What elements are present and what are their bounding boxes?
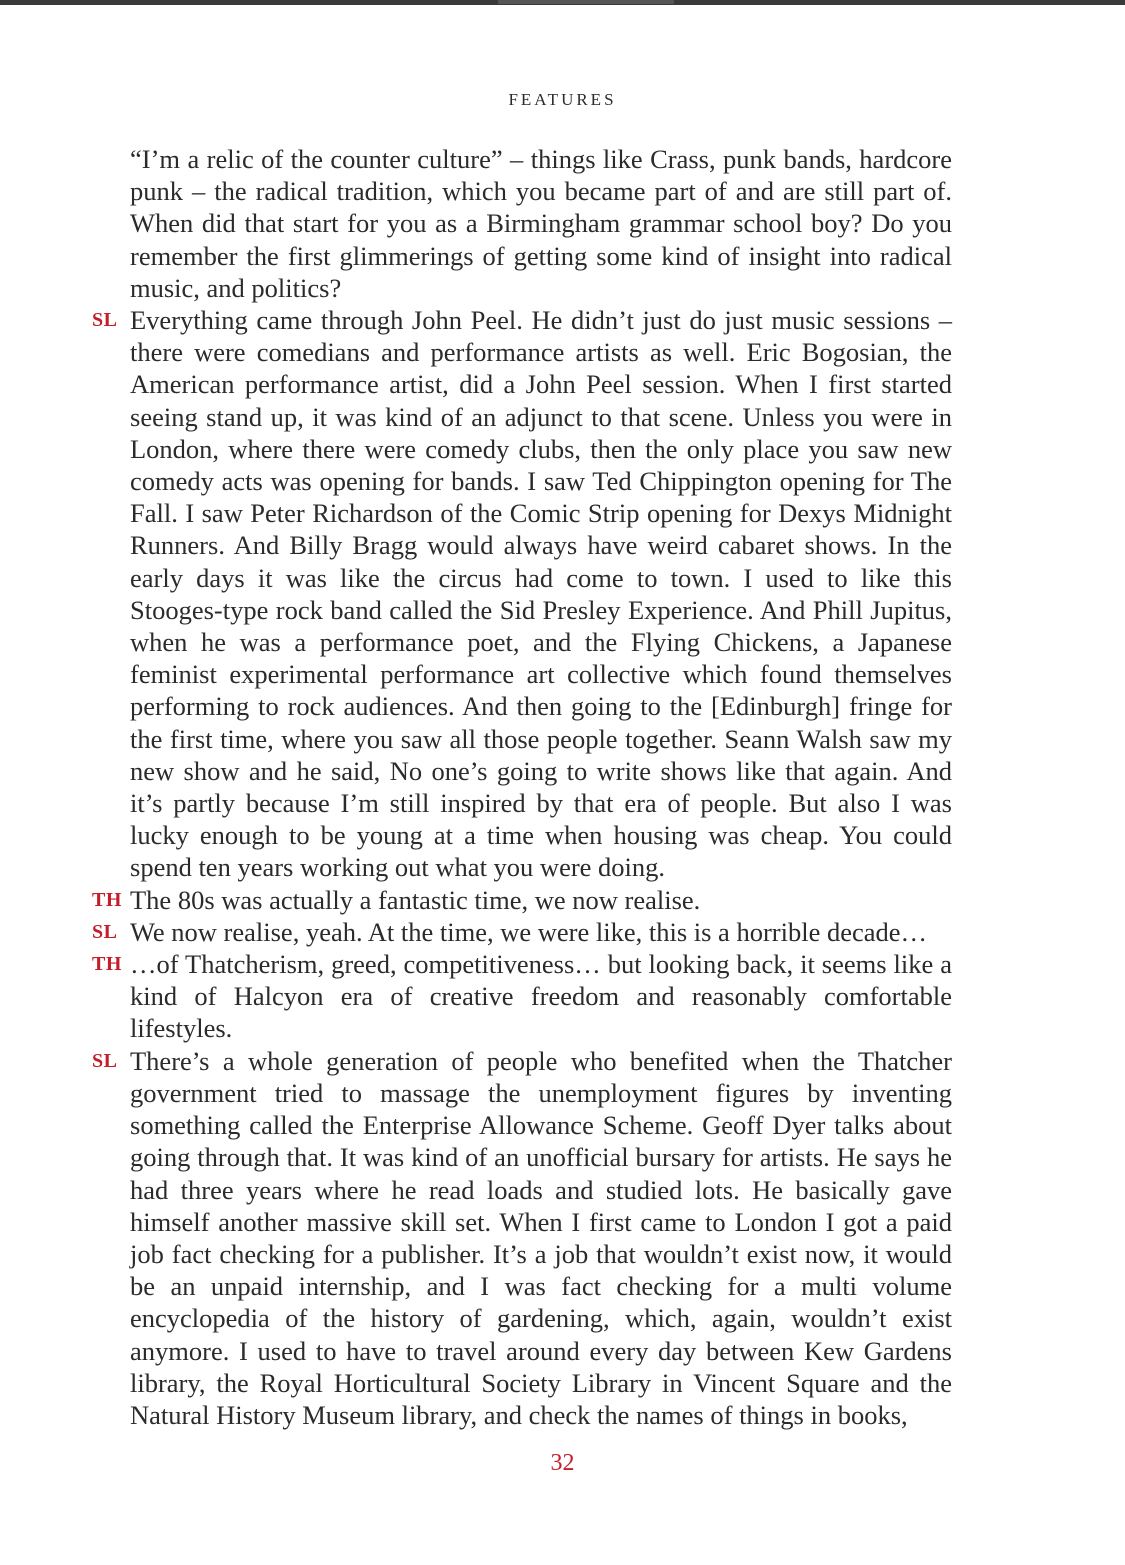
section-header: FEATURES [508, 90, 617, 109]
speaker-label: TH [92, 888, 122, 911]
paragraph-answer [92, 916, 952, 948]
paragraph-text: There’s a whole generation of people who benefited when the Thatcher government tried to massage the unemployment figures by inventing something called the Enterprise Allowance Scheme. Geoff Dyer talks about going through that. It was kind of an unofficial bursary for artists. He says he had three years where he read loads and studied lots. He basically gave himself another massive skill set. When I first came to London I got a paid job fact checking for a publisher. It’s a job that wouldn’t exist now, it would be an unpaid internship, and I was fact checking for a multi volume encyclopedia of the history of gardening, which, again, wouldn’t exist anymore. I used to have to travel around every day between Kew Gardens library, the Royal Horticultural Society Library in Vincent Square and the Natural History Museum library, and check the names of things in books, [130, 1045, 952, 1430]
paragraph-text: …of Thatcherism, greed, competitiveness… but looking back, it seems like a kind of Halcyon era of creative freedom and reasonably comfortable lifestyles. [130, 949, 952, 1044]
article-body [92, 143, 952, 1431]
speaker-label: SL [92, 920, 118, 943]
paragraph-text: The 80s was actually a fantastic time, we now realise. [130, 884, 701, 915]
window-tab[interactable] [498, 0, 674, 4]
paragraph-answer [92, 304, 952, 884]
paragraph-answer [92, 1045, 952, 1431]
paragraph-text: Everything came through John Peel. He didn’t just do just music sessions – there were comedians and performance artists as well. Eric Bogosian, the American performance artist, did a John Peel session. When I first started seeing stand up, it was kind of an adjunct to that scene. Unless you were in London, where there were comedy clubs, then the only place you saw new comedy acts was opening for bands. I saw Ted Chippington opening for The Fall. I saw Peter Richardson of the Comic Strip opening for Dexys Midnight Runners. And Billy Bragg would always have weird cabaret shows. In the early days it was like the circus had come to town. I used to like this Stooges-type rock band called the Sid Presley Experience. And Phill Jupitus, when he was a performance poet, and the Flying Chickens, a Japanese feminist experimental performance art collective which found themselves performing to rock audiences. And then going to the [Edinburgh] fringe for the first time, where you saw all those people together. Seann Walsh saw my new show and he said, No one’s going to write shows like that again. And it’s partly because I’m still inspired by that era of people. But also I was lucky enough to be young at a time when housing was cheap. You could spend ten years working out what you were doing. [130, 305, 952, 883]
speaker-label: SL [92, 309, 118, 332]
speaker-label: TH [92, 953, 122, 976]
paragraph-question-intro [130, 143, 952, 304]
paragraph-text: “I’m a relic of the counter culture” – things like Crass, punk bands, hardcore punk – the radical tradition, which you became part of and are still part of. When did that start for you as a Birmingham grammar school boy? Do you remember the first glimmerings of getting some kind of insight into radical music, and politics? [130, 144, 952, 303]
paragraph-text: We now realise, yeah. At the time, we were like, this is a horrible decade… [130, 916, 928, 947]
speaker-label: SL [92, 1049, 118, 1072]
page-number: 32 [550, 1450, 575, 1476]
window-top-bar [0, 0, 1125, 5]
paragraph-question [92, 948, 952, 1045]
paragraph-question [92, 884, 952, 916]
